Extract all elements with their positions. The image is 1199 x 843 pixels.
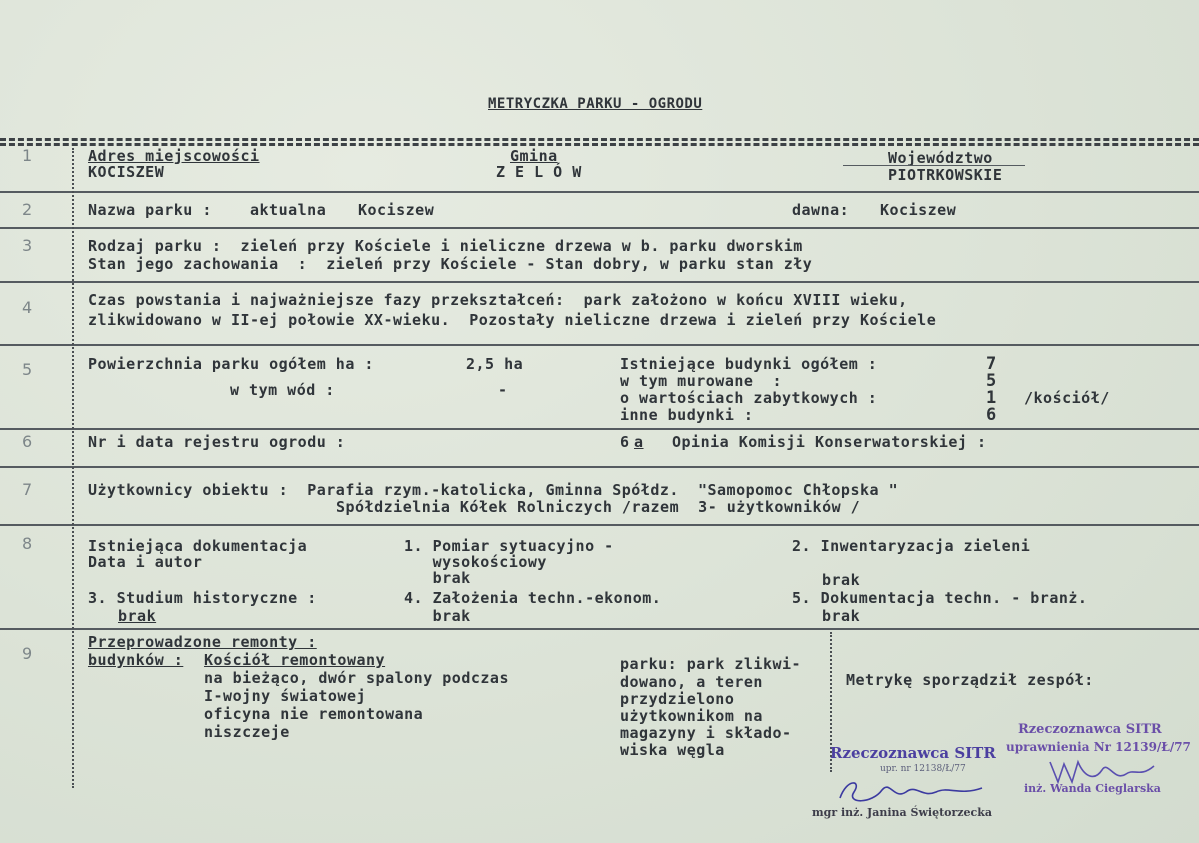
other-label: inne budynki : bbox=[620, 406, 754, 424]
other-value: 6 bbox=[986, 405, 997, 425]
row-number: 4 bbox=[22, 298, 33, 317]
row-divider bbox=[0, 428, 1199, 430]
park-name-current-value: Kociszew bbox=[358, 201, 435, 219]
row-divider bbox=[0, 344, 1199, 346]
buildings-value: 7 bbox=[986, 354, 997, 374]
renovations-buildings-line: Kościół remontowany bbox=[204, 651, 386, 669]
row-divider bbox=[0, 524, 1199, 526]
row-divider bbox=[0, 227, 1199, 229]
documentation-label: Istniejąca dokumentacja bbox=[88, 537, 308, 555]
doc-item-3-value: brak bbox=[118, 607, 157, 625]
doc-item-3-label: 3. Studium historyczne : bbox=[88, 589, 317, 607]
park-condition-line: Stan jego zachowania : zieleń przy Kościele - Stan dobry, w parku stan zły bbox=[88, 255, 813, 273]
register-label: Nr i data rejestru ogrodu : bbox=[88, 433, 346, 451]
expert-stamp-2-license: uprawnienia Nr 12139/Ł/77 bbox=[1006, 740, 1191, 754]
expert-stamp-1 bbox=[830, 744, 996, 762]
row-divider bbox=[0, 466, 1199, 468]
park-name-label: Nazwa parku : bbox=[88, 201, 212, 219]
row-number: 1 bbox=[22, 146, 33, 165]
brick-value: 5 bbox=[986, 371, 997, 391]
sub-letter: a bbox=[634, 433, 644, 451]
expert-stamp-2: Rzeczoznawca SITR bbox=[1018, 722, 1162, 737]
expert-stamp-1-license: upr. nr 12138/Ł/77 bbox=[880, 764, 966, 774]
users-line: Spółdzielnia Kółek Rolniczych /razem 3- użytkowników / bbox=[336, 498, 861, 516]
renovations-park-line: magazyny i składo- bbox=[620, 724, 792, 742]
renovations-park-line: użytkownikom na bbox=[620, 707, 763, 725]
row-divider bbox=[0, 628, 1199, 630]
row-divider bbox=[0, 191, 1199, 193]
doc-item-4-label: 4. Założenia techn.-ekonom. bbox=[404, 589, 662, 607]
doc-item-5-value: brak bbox=[822, 607, 861, 625]
renovations-park-line: parku: park zlikwi- bbox=[620, 655, 802, 673]
row-number: 8 bbox=[22, 534, 33, 553]
history-line: zlikwidowano w II-ej połowie XX-wieku. Pozostały nieliczne drzewa i zieleń przy Kościele bbox=[88, 311, 937, 329]
brick-label: w tym murowane : bbox=[620, 372, 783, 390]
renovations-park-line: dowano, a teren bbox=[620, 673, 763, 691]
signature-1 bbox=[832, 770, 1002, 810]
top-divider bbox=[0, 138, 1199, 141]
park-name-former-value: Kociszew bbox=[880, 201, 957, 219]
doc-item-1-value: brak bbox=[404, 569, 471, 587]
users-line: Użytkownicy obiektu : Parafia rzym.-katolicka, Gminna Spółdz. "Samopomoc Chłopska " bbox=[88, 481, 899, 499]
voivodeship-rule bbox=[843, 165, 1025, 166]
address-label: Adres miejscowości bbox=[88, 147, 260, 165]
doc-item-4-value: brak bbox=[404, 607, 471, 625]
park-name-current-label: aktualna bbox=[250, 201, 327, 219]
row-number: 5 bbox=[22, 360, 33, 379]
sub-number: 6 bbox=[620, 433, 630, 451]
row-number: 3 bbox=[22, 236, 33, 255]
document-title: METRYCZKA PARKU - OGRODU bbox=[488, 96, 703, 112]
buildings-label: Istniejące budynki ogółem : bbox=[620, 355, 878, 373]
row-number: 6 bbox=[22, 432, 33, 451]
doc-item-1-label-2: wysokościowy bbox=[404, 553, 547, 571]
voivodeship-label: Województwo bbox=[888, 149, 993, 167]
expert-stamp-1-name: mgr inż. Janina Świętorzecka bbox=[812, 806, 992, 819]
opinion-label: Opinia Komisji Konserwatorskiej : bbox=[672, 433, 987, 451]
prepared-by-label: Metrykę sporządził zespół: bbox=[846, 671, 1094, 689]
row-number: 7 bbox=[22, 480, 33, 499]
park-name-former-label: dawna: bbox=[792, 201, 850, 219]
gmina-value: Z E L Ó W bbox=[496, 163, 582, 181]
renovations-buildings-line: niszczeje bbox=[204, 723, 290, 741]
historic-label: o wartościach zabytkowych : bbox=[620, 389, 878, 407]
stamp-title: Rzeczoznawca SITR bbox=[830, 744, 996, 762]
expert-stamp-2-name: inż. Wanda Cieglarska bbox=[1024, 782, 1161, 795]
row-number: 9 bbox=[22, 644, 33, 663]
renovations-park-line: przydzielono bbox=[620, 690, 735, 708]
historic-value: 1 bbox=[986, 388, 997, 408]
water-label: w tym wód : bbox=[230, 381, 335, 399]
historic-note: /kościół/ bbox=[1024, 389, 1110, 407]
history-line: Czas powstania i najważniejsze fazy przekształceń: park założono w końcu XVIII wieku, bbox=[88, 291, 908, 309]
renovations-label: Przeprowadzone remonty : bbox=[88, 633, 317, 651]
doc-item-2-label: 2. Inwentaryzacja zieleni bbox=[792, 537, 1031, 555]
doc-item-5-label: 5. Dokumentacja techn. - branż. bbox=[792, 589, 1088, 607]
row-number: 2 bbox=[22, 200, 33, 219]
address-value: KOCISZEW bbox=[88, 163, 165, 181]
area-value: 2,5 ha bbox=[466, 355, 524, 373]
renovations-buildings-label: budynków : bbox=[88, 651, 184, 669]
water-value: - bbox=[498, 381, 508, 399]
documentation-sublabel: Data i autor bbox=[88, 553, 203, 571]
renovations-buildings-line: oficyna nie remontowana bbox=[204, 705, 424, 723]
row-divider bbox=[0, 281, 1199, 283]
voivodeship-value: PIOTRKOWSKIE bbox=[888, 166, 1003, 184]
area-label: Powierzchnia parku ogółem ha : bbox=[88, 355, 374, 373]
doc-item-2-value: brak bbox=[822, 571, 861, 589]
gmina-label: Gmina bbox=[510, 147, 558, 165]
renovations-buildings-line: na bieżąco, dwór spalony podczas bbox=[204, 669, 509, 687]
park-type-line: Rodzaj parku : zieleń przy Kościele i nieliczne drzewa w b. parku dworskim bbox=[88, 237, 803, 255]
column-separator bbox=[72, 148, 74, 788]
top-divider-2 bbox=[0, 143, 1199, 146]
renovations-buildings-line: I-wojny światowej bbox=[204, 687, 367, 705]
doc-item-1-label: 1. Pomiar sytuacyjno - bbox=[404, 537, 614, 555]
renovations-park-line: wiska węgla bbox=[620, 741, 725, 759]
